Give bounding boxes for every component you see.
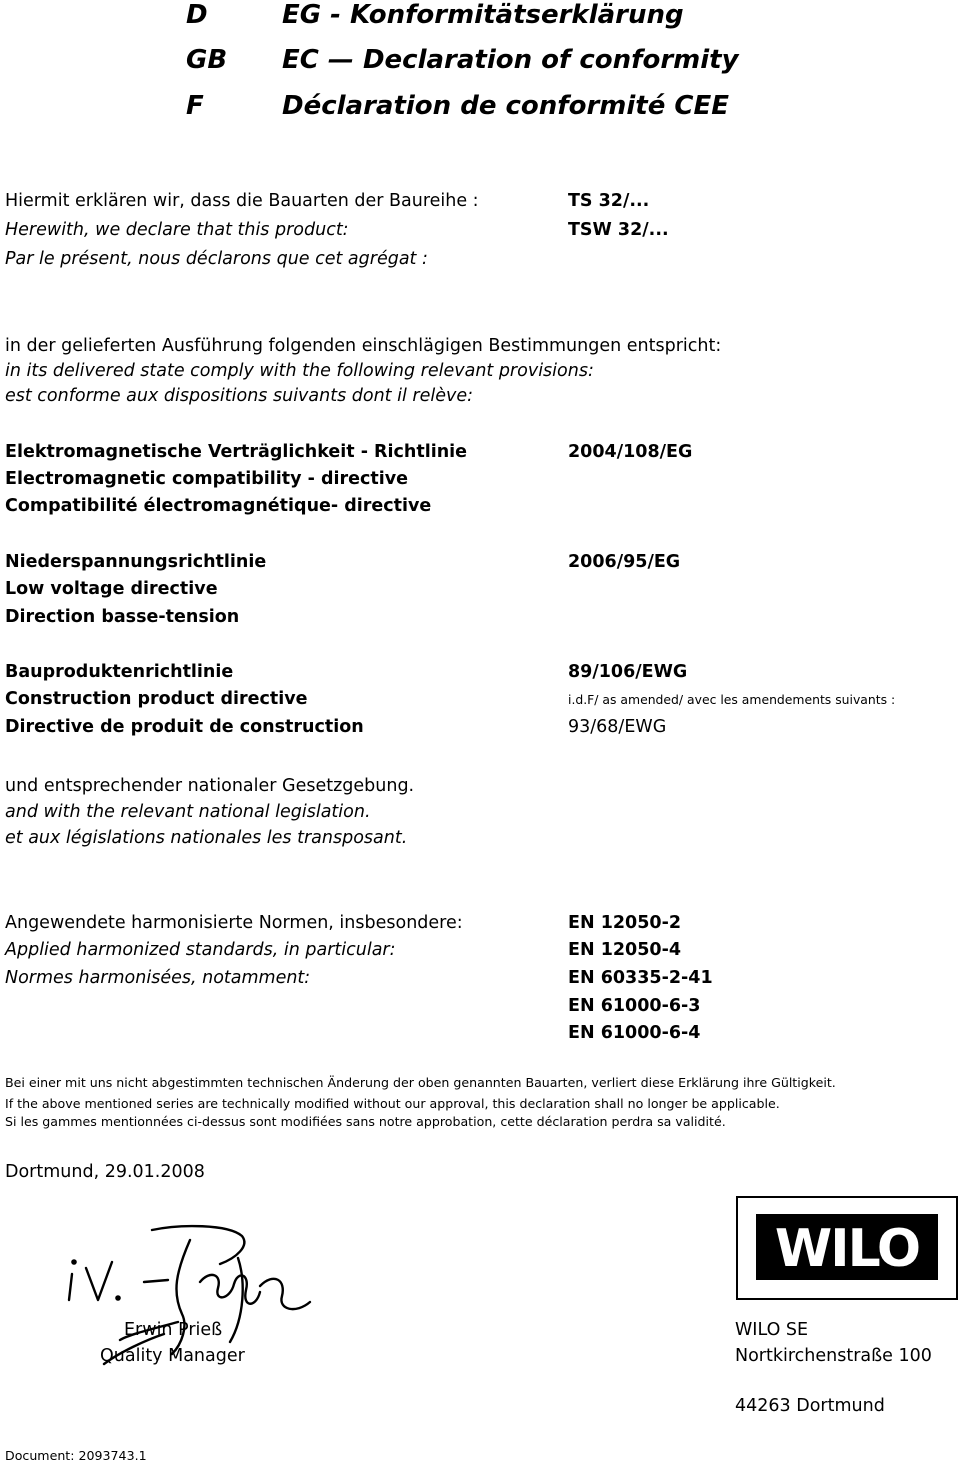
- directive-lv-ref: 2006/95/EG: [568, 552, 681, 572]
- title-en: EC — Declaration of conformity: [282, 45, 739, 75]
- document-number: Document: 2093743.1: [5, 1448, 147, 1463]
- directive-cp-de: Bauproduktenrichtlinie: [5, 662, 234, 682]
- national-en: and with the relevant national legislation.: [5, 802, 371, 822]
- title-de: EG - Konformitätserklärung: [282, 0, 684, 30]
- directive-emc-en: Electromagnetic compatibility - directive: [5, 469, 409, 489]
- logo-text: WILO: [774, 1219, 920, 1279]
- national-fr: et aux législations nationales les transposant.: [5, 828, 408, 848]
- intro-en: Herewith, we declare that this product:: [5, 220, 349, 240]
- directive-cp-fr: Directive de produit de construction: [5, 717, 364, 737]
- directive-lv-fr: Direction basse-tension: [5, 607, 240, 627]
- compliance-fr: est conforme aux dispositions suivants dont il relève:: [5, 386, 473, 406]
- directive-cp-ref-amended: 93/68/EWG: [568, 717, 667, 737]
- place-date: Dortmund, 29.01.2008: [5, 1162, 205, 1182]
- standard-item: EN 12050-2: [568, 913, 682, 933]
- company-name: WILO SE: [735, 1320, 809, 1340]
- product-tsw: TSW 32/...: [568, 220, 669, 240]
- directive-cp-ref: 89/106/EWG: [568, 662, 688, 682]
- lang-code-fr: F: [186, 91, 204, 121]
- notice-fr: Si les gammes mentionnées ci-dessus sont modifiées sans notre approbation, cette déclaration perdra sa validité.: [5, 1114, 726, 1129]
- signatory-name: Erwin Prieß: [124, 1320, 223, 1340]
- notice-de: Bei einer mit uns nicht abgestimmten technischen Änderung der oben genannten Bauarten, verliert diese Erklärung ihre Gültigkeit.: [5, 1075, 836, 1090]
- directive-lv-de: Niederspannungsrichtlinie: [5, 552, 267, 572]
- compliance-en: in its delivered state comply with the following relevant provisions:: [5, 361, 594, 381]
- standards-fr: Normes harmonisées, notamment:: [5, 968, 311, 988]
- standard-item: EN 61000-6-3: [568, 996, 701, 1016]
- lang-code-gb: GB: [186, 45, 228, 75]
- directive-emc-de: Elektromagnetische Verträglichkeit - Richtlinie: [5, 442, 468, 462]
- wilo-logo: [736, 1196, 958, 1300]
- company-city: 44263 Dortmund: [735, 1396, 885, 1416]
- company-street: Nortkirchenstraße 100: [735, 1346, 932, 1366]
- directive-cp-amend-note: i.d.F/ as amended/ avec les amendements suivants :: [568, 692, 896, 707]
- standards-de: Angewendete harmonisierte Normen, insbesondere:: [5, 913, 463, 933]
- title-fr: Déclaration de conformité CEE: [282, 91, 730, 121]
- signatory-role: Quality Manager: [100, 1346, 245, 1366]
- intro-fr: Par le présent, nous déclarons que cet agrégat :: [5, 249, 428, 269]
- standard-item: EN 61000-6-4: [568, 1023, 701, 1043]
- national-de: und entsprechender nationaler Gesetzgebung.: [5, 776, 415, 796]
- intro-de: Hiermit erklären wir, dass die Bauarten der Baureihe :: [5, 191, 479, 211]
- directive-emc-ref: 2004/108/EG: [568, 442, 693, 462]
- compliance-de: in der gelieferten Ausführung folgenden einschlägigen Bestimmungen entspricht:: [5, 336, 722, 356]
- directive-lv-en: Low voltage directive: [5, 579, 218, 599]
- notice-en: If the above mentioned series are technically modified without our approval, this declaration shall no longer be applicable.: [5, 1096, 780, 1111]
- lang-code-de: D: [186, 0, 208, 30]
- directive-cp-en: Construction product directive: [5, 689, 308, 709]
- directive-emc-fr: Compatibilité électromagnétique- directive: [5, 496, 432, 516]
- standards-en: Applied harmonized standards, in particular:: [5, 940, 396, 960]
- standard-item: EN 60335-2-41: [568, 968, 713, 988]
- product-ts: TS 32/...: [568, 191, 650, 211]
- standard-item: EN 12050-4: [568, 940, 682, 960]
